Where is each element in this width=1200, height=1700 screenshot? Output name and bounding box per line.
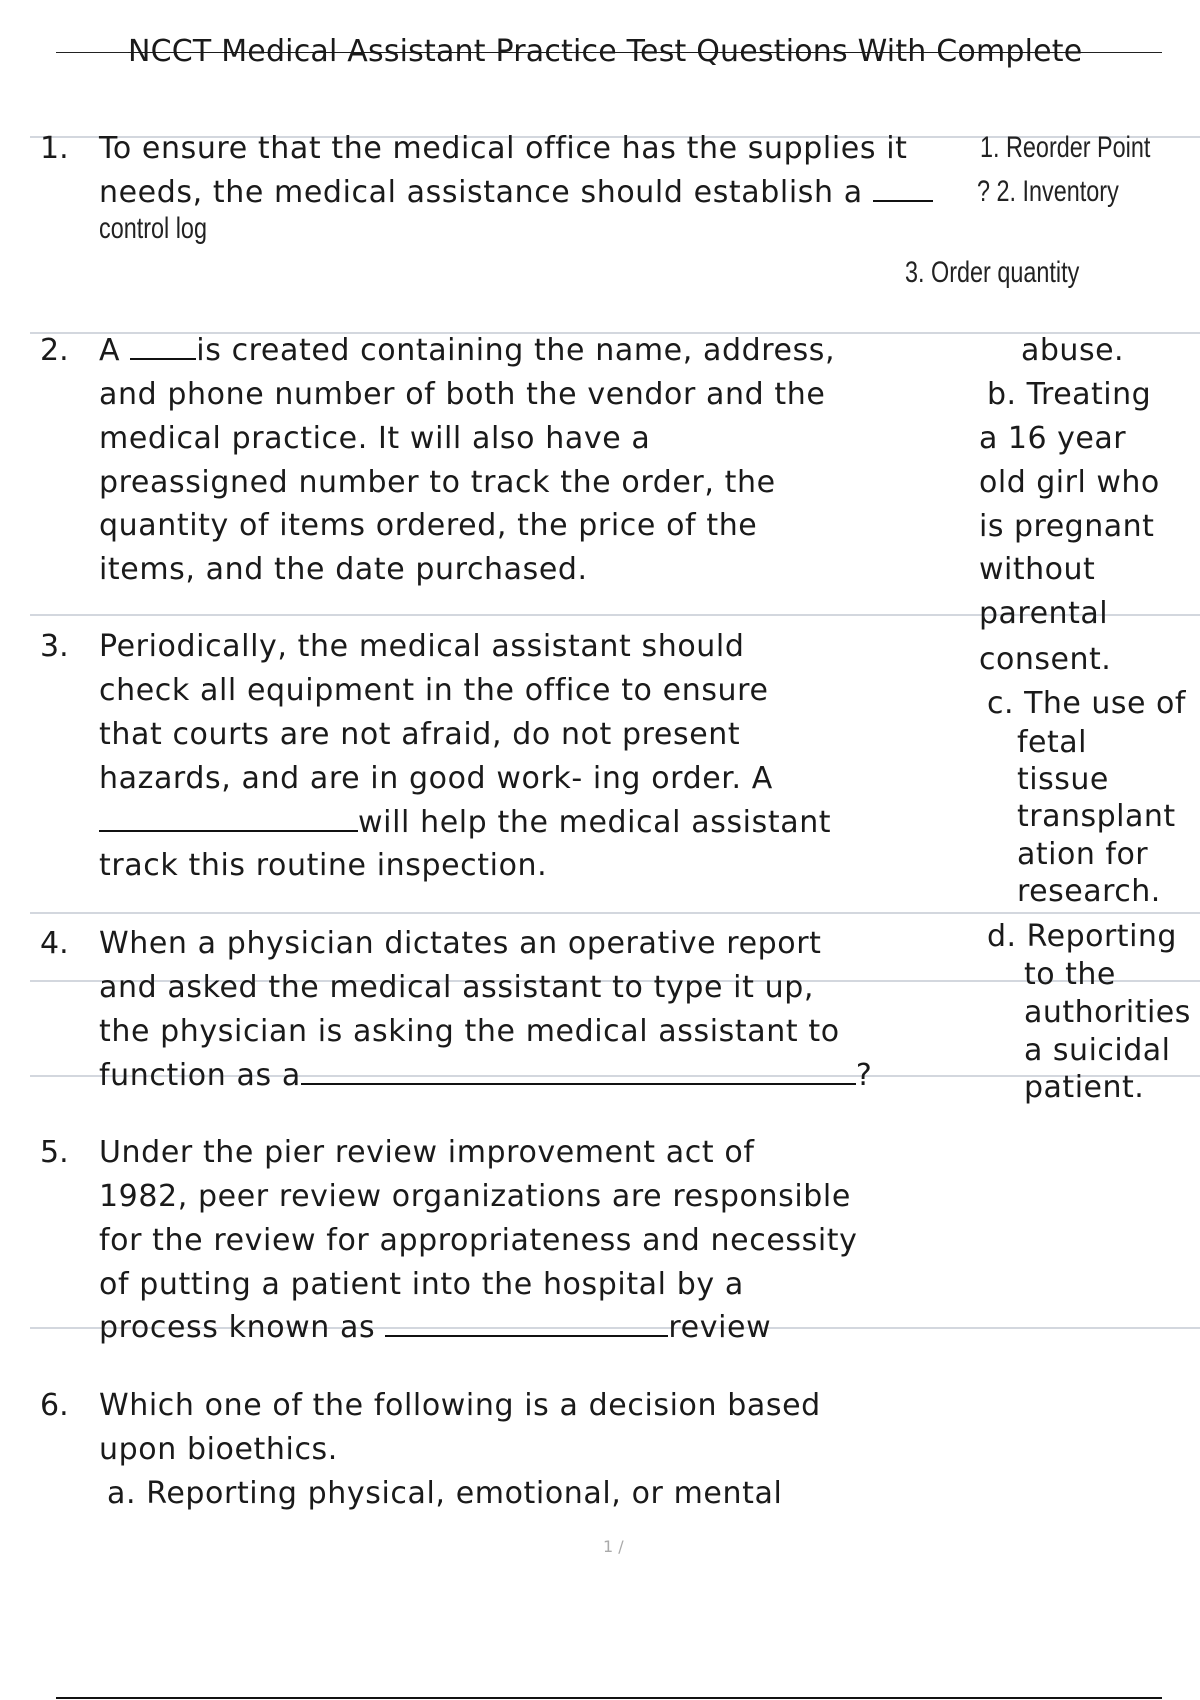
question-number: 2. [40, 333, 69, 368]
option-b-text: old girl who [979, 465, 1160, 500]
question-text: Which one of the following is a decision based [99, 1388, 821, 1423]
answer-option-a: a. Reporting physical, emotional, or mental [107, 1476, 783, 1511]
question-text: of putting a patient into the hospital by a [99, 1267, 744, 1302]
question-text: upon bioethics. [99, 1432, 338, 1467]
question-number: 3. [40, 629, 69, 664]
question-text [99, 1306, 771, 1350]
option-d: d. Reporting [987, 919, 1177, 954]
question-end-mark: ? [977, 175, 991, 208]
answer-blank [130, 358, 196, 360]
option-c-text: research. [1017, 874, 1161, 909]
question-text [99, 171, 933, 215]
question-text-start: A [99, 333, 121, 368]
question-text: 1982, peer review organizations are responsible [99, 1179, 851, 1214]
option-b-text: without [979, 552, 1096, 587]
answer-blank [385, 1335, 668, 1337]
option-1: 1. Reorder Point [980, 131, 1151, 164]
option-2 [977, 175, 1119, 209]
question-text: that courts are not afraid, do not present [99, 717, 741, 752]
question-text: and phone number of both the vendor and the [99, 377, 826, 412]
question-text: track this routine inspection. [99, 848, 548, 883]
question-number: 5. [40, 1135, 69, 1170]
option-c-text: transplant [1017, 799, 1176, 834]
question-text: Under the pier review improvement act of [99, 1135, 755, 1170]
option-d-text: a suicidal [1024, 1033, 1171, 1068]
question-text-line: will help the medical assistant [358, 805, 832, 840]
question-text: and asked the medical assistant to type it up, [99, 970, 815, 1005]
question-text: quantity of items ordered, the price of the [99, 508, 758, 543]
question-number: 4. [40, 926, 69, 961]
option-3: 3. Order quantity [905, 256, 1080, 289]
question-text: check all equipment in the office to ensure [99, 673, 769, 708]
answer-blank [873, 200, 933, 202]
row-divider [30, 912, 1200, 914]
answer-blank [301, 1083, 856, 1085]
question-text: When a physician dictates an operative report [99, 926, 822, 961]
question-text: Periodically, the medical assistant should [99, 629, 745, 664]
question-text: To ensure that the medical office has the supplies it [99, 131, 908, 166]
option-d-text: to the [1024, 957, 1116, 992]
option-c-text: ation for [1017, 837, 1149, 872]
question-end-mark: ? [855, 1058, 873, 1093]
option-b-text: a 16 year [979, 421, 1127, 456]
question-number: 1. [40, 131, 69, 166]
answer-blank [99, 830, 358, 832]
option-b: b. Treating [987, 377, 1152, 412]
option-b-text: parental [979, 596, 1109, 631]
question-text: hazards, and are in good work- ing order. A [99, 761, 773, 796]
question-text: for the review for appropriateness and necessity [99, 1223, 858, 1258]
footer-rule [56, 1697, 1162, 1699]
option-d-text: patient. [1024, 1070, 1145, 1105]
question-text: the physician is asking the medical assistant to [99, 1014, 840, 1049]
question-text-line: process known as [99, 1310, 376, 1345]
option-c-text: fetal [1017, 725, 1087, 760]
option-2-continued: control log [99, 212, 207, 245]
question-number: 6. [40, 1388, 69, 1423]
question-text [99, 801, 831, 845]
question-text: items, and the date purchased. [99, 552, 588, 587]
question-text-line: function as a [99, 1058, 301, 1093]
page-number: 1 / [603, 1537, 624, 1556]
option-b-text: is pregnant [979, 509, 1155, 544]
question-text-line: is created containing the name, address, [196, 333, 836, 368]
option-a-continued: abuse. [1021, 333, 1125, 368]
question-text-end: review [668, 1310, 772, 1345]
question-text-line: needs, the medical assistance should establish a [99, 175, 863, 210]
page-title: NCCT Medical Assistant Practice Test Questions With Complete [128, 34, 1083, 69]
question-text: preassigned number to track the order, the [99, 465, 776, 500]
option-b-text: consent. [979, 642, 1112, 677]
question-text [99, 1054, 872, 1098]
option-c-text: tissue [1017, 762, 1109, 797]
option-2-label: 2. Inventory [996, 175, 1119, 208]
option-c: c. The use of [987, 686, 1186, 721]
option-d-text: authorities [1024, 995, 1191, 1030]
question-text: medical practice. It will also have a [99, 421, 651, 456]
question-text [99, 329, 835, 373]
